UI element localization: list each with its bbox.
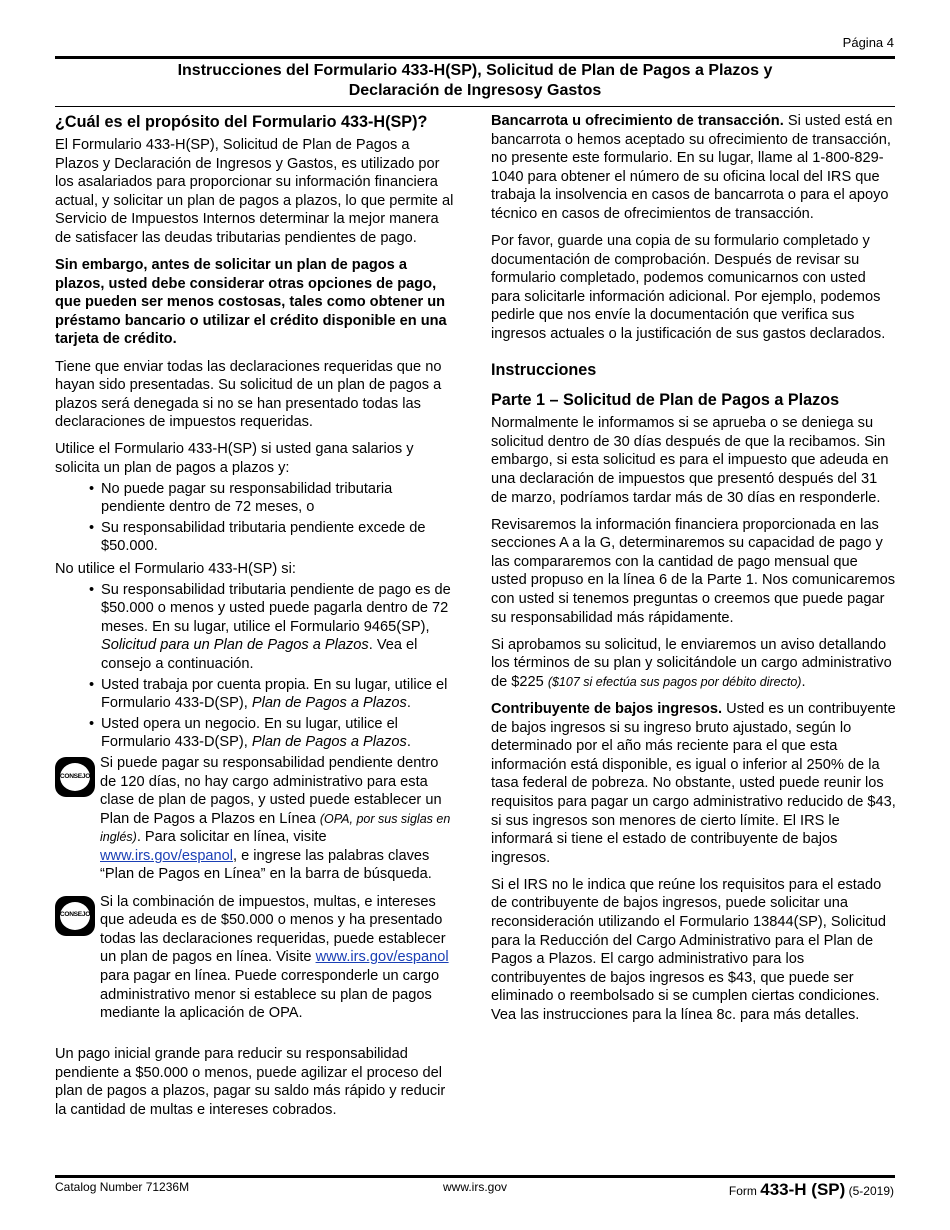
form-title-italic: Plan de Pagos a Plazos [251,695,407,712]
reconsideration-paragraph: Si el IRS no le indica que reúne los requisitos para el estado de contribuyente de bajos ingresos, puede solicitar una reconsideración utilizando el Formulario 13844(SP), Solicitud para la Reducción del Cargo Administrativo para el Plan de Pagos a Plazos. El cargo administrativo para los contribuyentes de bajos ingresos es $43, que puede ser eliminado o reembolsado si se cumplen ciertas condiciones. Vea las instrucciones para la línea 8c. para más detalles. [491,876,887,1023]
tip-text: para pagar en línea. Puede corresponderle un cargo administrativo menor si establece su plan de pagos mediante la aplicación de OPA. [100,967,440,1022]
form-number: 433-H (SP) [760,1180,846,1199]
right-column [491,112,896,1033]
tip-icon [55,757,95,797]
tip-text: , e ingrese las palabras claves “Plan de Pagos en Línea” en la barra de búsqueda. [100,847,432,883]
instructions-heading: Instrucciones [491,361,597,380]
part1-heading: Parte 1 – Solicitud de Plan de Pagos a Plazos [491,391,840,410]
use-list-item: • No puede pagar su responsabilidad tributaria pendiente dentro de 72 meses, o [101,480,455,517]
low-income-text: Usted es un contribuyente de bajos ingresos si su ingreso bruto ajustado, según lo determinado por el año más reciente para el que esta información está disponible, es igual o inferior al 250% de la tasa federal de pobreza. No obstante, usted puede reunir los requisitos para pagar un cargo administrativo reducido de $43, si sus ingresos son menores de cierto límite. El IRS le informará si tiene el estado de contribuyente de bajos ingresos. [491,700,896,866]
irs-espanol-link[interactable]: www.irs.gov/espanol [315,949,449,966]
keep-copy-paragraph: Por favor, guarde una copia de su formulario completado y documentación de comprobación. Después de revisar su formulario completado, podemos comunicarnos con usted para solicitarle información adicional. Por ejemplo, podemos pedirle que nos envíe la documentación que verifica sus ingresos actuales o la justificación de sus gastos declarados. [491,233,886,343]
low-income-bold: Contribuyente de bajos ingresos. [491,700,723,717]
tip-text: Si puede pagar su responsabilidad pendiente dentro de 120 días, no hay cargo administrativo para esta clase de plan de pagos, y usted puede establecer un Plan de Pagos a Plazos en Línea [100,754,442,827]
approval-small-italic: ($107 si efectúa sus pagos por débito directo) [547,674,802,689]
page-title [55,61,895,101]
item-text: . Vea el consejo a continuación. [101,637,418,672]
spacer [491,352,896,360]
review-paragraph: Revisaremos la información financiera proporcionada en las secciones A a la G, determinaremos su capacidad de pago y las compararemos con la cantidad de pago mensual que usted propuso en la línea 6 de la Parte 1. Nos comunicaremos con usted si tenemos preguntas o creemos que puede pagar su responsabilidad más rápidamente. [491,516,895,626]
page-number: Página 4 [842,35,894,50]
approval-paragraph [491,636,896,692]
low-income-paragraph [491,700,896,867]
warning-paragraph: Sin embargo, antes de solicitar un plan de pagos a plazos, usted debe considerar otras opciones de pago, que pueden ser menos costosas, tales como obtener un préstamo bancario o utilizar el crédito disponible en una tarjeta de crédito. [55,257,447,348]
spacer [55,1031,455,1045]
title-rule [55,106,895,107]
not-use-intro: No utilice el Formulario 433-H(SP) si: [55,560,296,577]
purpose-heading: ¿Cuál es el propósito del Formulario 433-H(SP)? [55,113,428,131]
item-text: . [406,695,411,712]
title-line-1: Instrucciones del Formulario 433-H(SP), Solicitud de Plan de Pagos a Plazos y [177,62,773,79]
bankruptcy-bold: Bancarrota u ofrecimiento de transacción. [491,113,784,129]
not-use-list [55,581,455,752]
returns-paragraph: Tiene que enviar todas las declaraciones requeridas que no hayan sido presentadas. Su solicitud de un plan de pagos a plazos será denegada si no se han presentado todas las declaraciones de impuestos requeridas. [55,358,442,431]
response-time-paragraph: Normalmente le informamos si se aprueba o se deniega su solicitud dentro de 30 días después de que la recibamos. Sin embargo, si esta solicitud es para el impuesto que adeuda en una declaración de impuestos que presentó después del 31 de marzo, podríamos tardar más de 30 días en responderle. [491,415,889,506]
tip-icon [55,896,95,936]
footer-form [729,1180,894,1200]
not-use-list-item [101,581,455,674]
item-text: Su responsabilidad tributaria pendiente de pago es de $50.000 o menos y usted puede pagarla dentro de 72 meses. En su lugar, utilice el Formulario 9465(SP), [101,581,451,635]
irs-espanol-link[interactable]: www.irs.gov/espanol [100,847,234,864]
form-date: (5-2019) [845,1184,894,1198]
use-form-list [55,480,455,556]
approval-text: . [801,673,806,690]
purpose-paragraph: El Formulario 433-H(SP), Solicitud de Plan de Pagos a Plazos y Declaración de Ingresos y Gastos, es utilizado por los asalariados para proporcionar su información financiera actual, y solicitar un plan de pagos a plazos, lo que permite al Servicio de Impuestos Internos determinar la mejor manera de satisfacer las deudas tributarias pendientes de pago. [55,137,454,246]
footer-website: www.irs.gov [442,1180,507,1194]
bankruptcy-text: Si usted está en bancarrota o hemos aceptado su ofrecimiento de transacción, no presente este formulario. En su lugar, llame al 1-800-829-1040 para obtener el número de su oficina local del IRS que trabaja la insolvencia en casos de bancarrota o para el apoyo técnico en casos de ofrecimientos de transacción. [491,113,893,222]
tip-icon-label: CONSEJO [60,902,90,930]
tip-block-1 [55,754,455,884]
bankruptcy-paragraph [491,112,896,224]
down-payment-paragraph: Un pago inicial grande para reducir su responsabilidad pendiente a $50.000 o menos, puede agilizar el proceso del plan de pagos a plazos, pagar su saldo más rápido y reducir la cantidad de multas e intereses cobrados. [55,1046,446,1118]
footer-rule [55,1175,895,1178]
title-line-2: Declaración de Ingresosy Gastos [348,82,602,99]
use-list-item: • Su responsabilidad tributaria pendiente excede de $50.000. [101,519,455,556]
tip-small-italic: (OPA, por sus siglas en inglés) [100,811,451,845]
not-use-list-item [101,715,455,752]
item-text: Usted opera un negocio. En su lugar, utilice el Formulario 433-D(SP), [101,715,398,751]
tip-text: . Para solicitar en línea, visite [136,829,327,846]
approval-text: Si aprobamos su solicitud, le enviaremos un aviso detallando los términos de su plan y solicitándole un cargo administrativo de $225 [491,636,892,690]
tip-text: Si la combinación de impuestos, multas, e intereses que adeuda es de $50.000 o menos y ha presentado todas las declaraciones requeridas, puede establecer un plan de pagos en línea. Visite [100,893,446,966]
tip-icon-label: CONSEJO [60,763,90,791]
form-title-italic: Plan de Pagos a Plazos [251,734,407,751]
not-use-list-item [101,676,455,713]
tip-block-2 [55,893,455,1023]
footer-catalog: Catalog Number 71236M [55,1180,190,1194]
left-column [55,112,455,1128]
form-title-italic: Solicitud para un Plan de Pagos a Plazos [101,637,369,654]
header-rule [55,56,895,59]
item-text: . [406,734,411,751]
item-text: Usted trabaja por cuenta propia. En su lugar, utilice el Formulario 433-D(SP), [101,676,448,712]
use-form-intro: Utilice el Formulario 433-H(SP) si usted gana salarios y solicita un plan de pagos a plazos y: [55,441,414,476]
form-prefix: Form [728,1184,761,1198]
